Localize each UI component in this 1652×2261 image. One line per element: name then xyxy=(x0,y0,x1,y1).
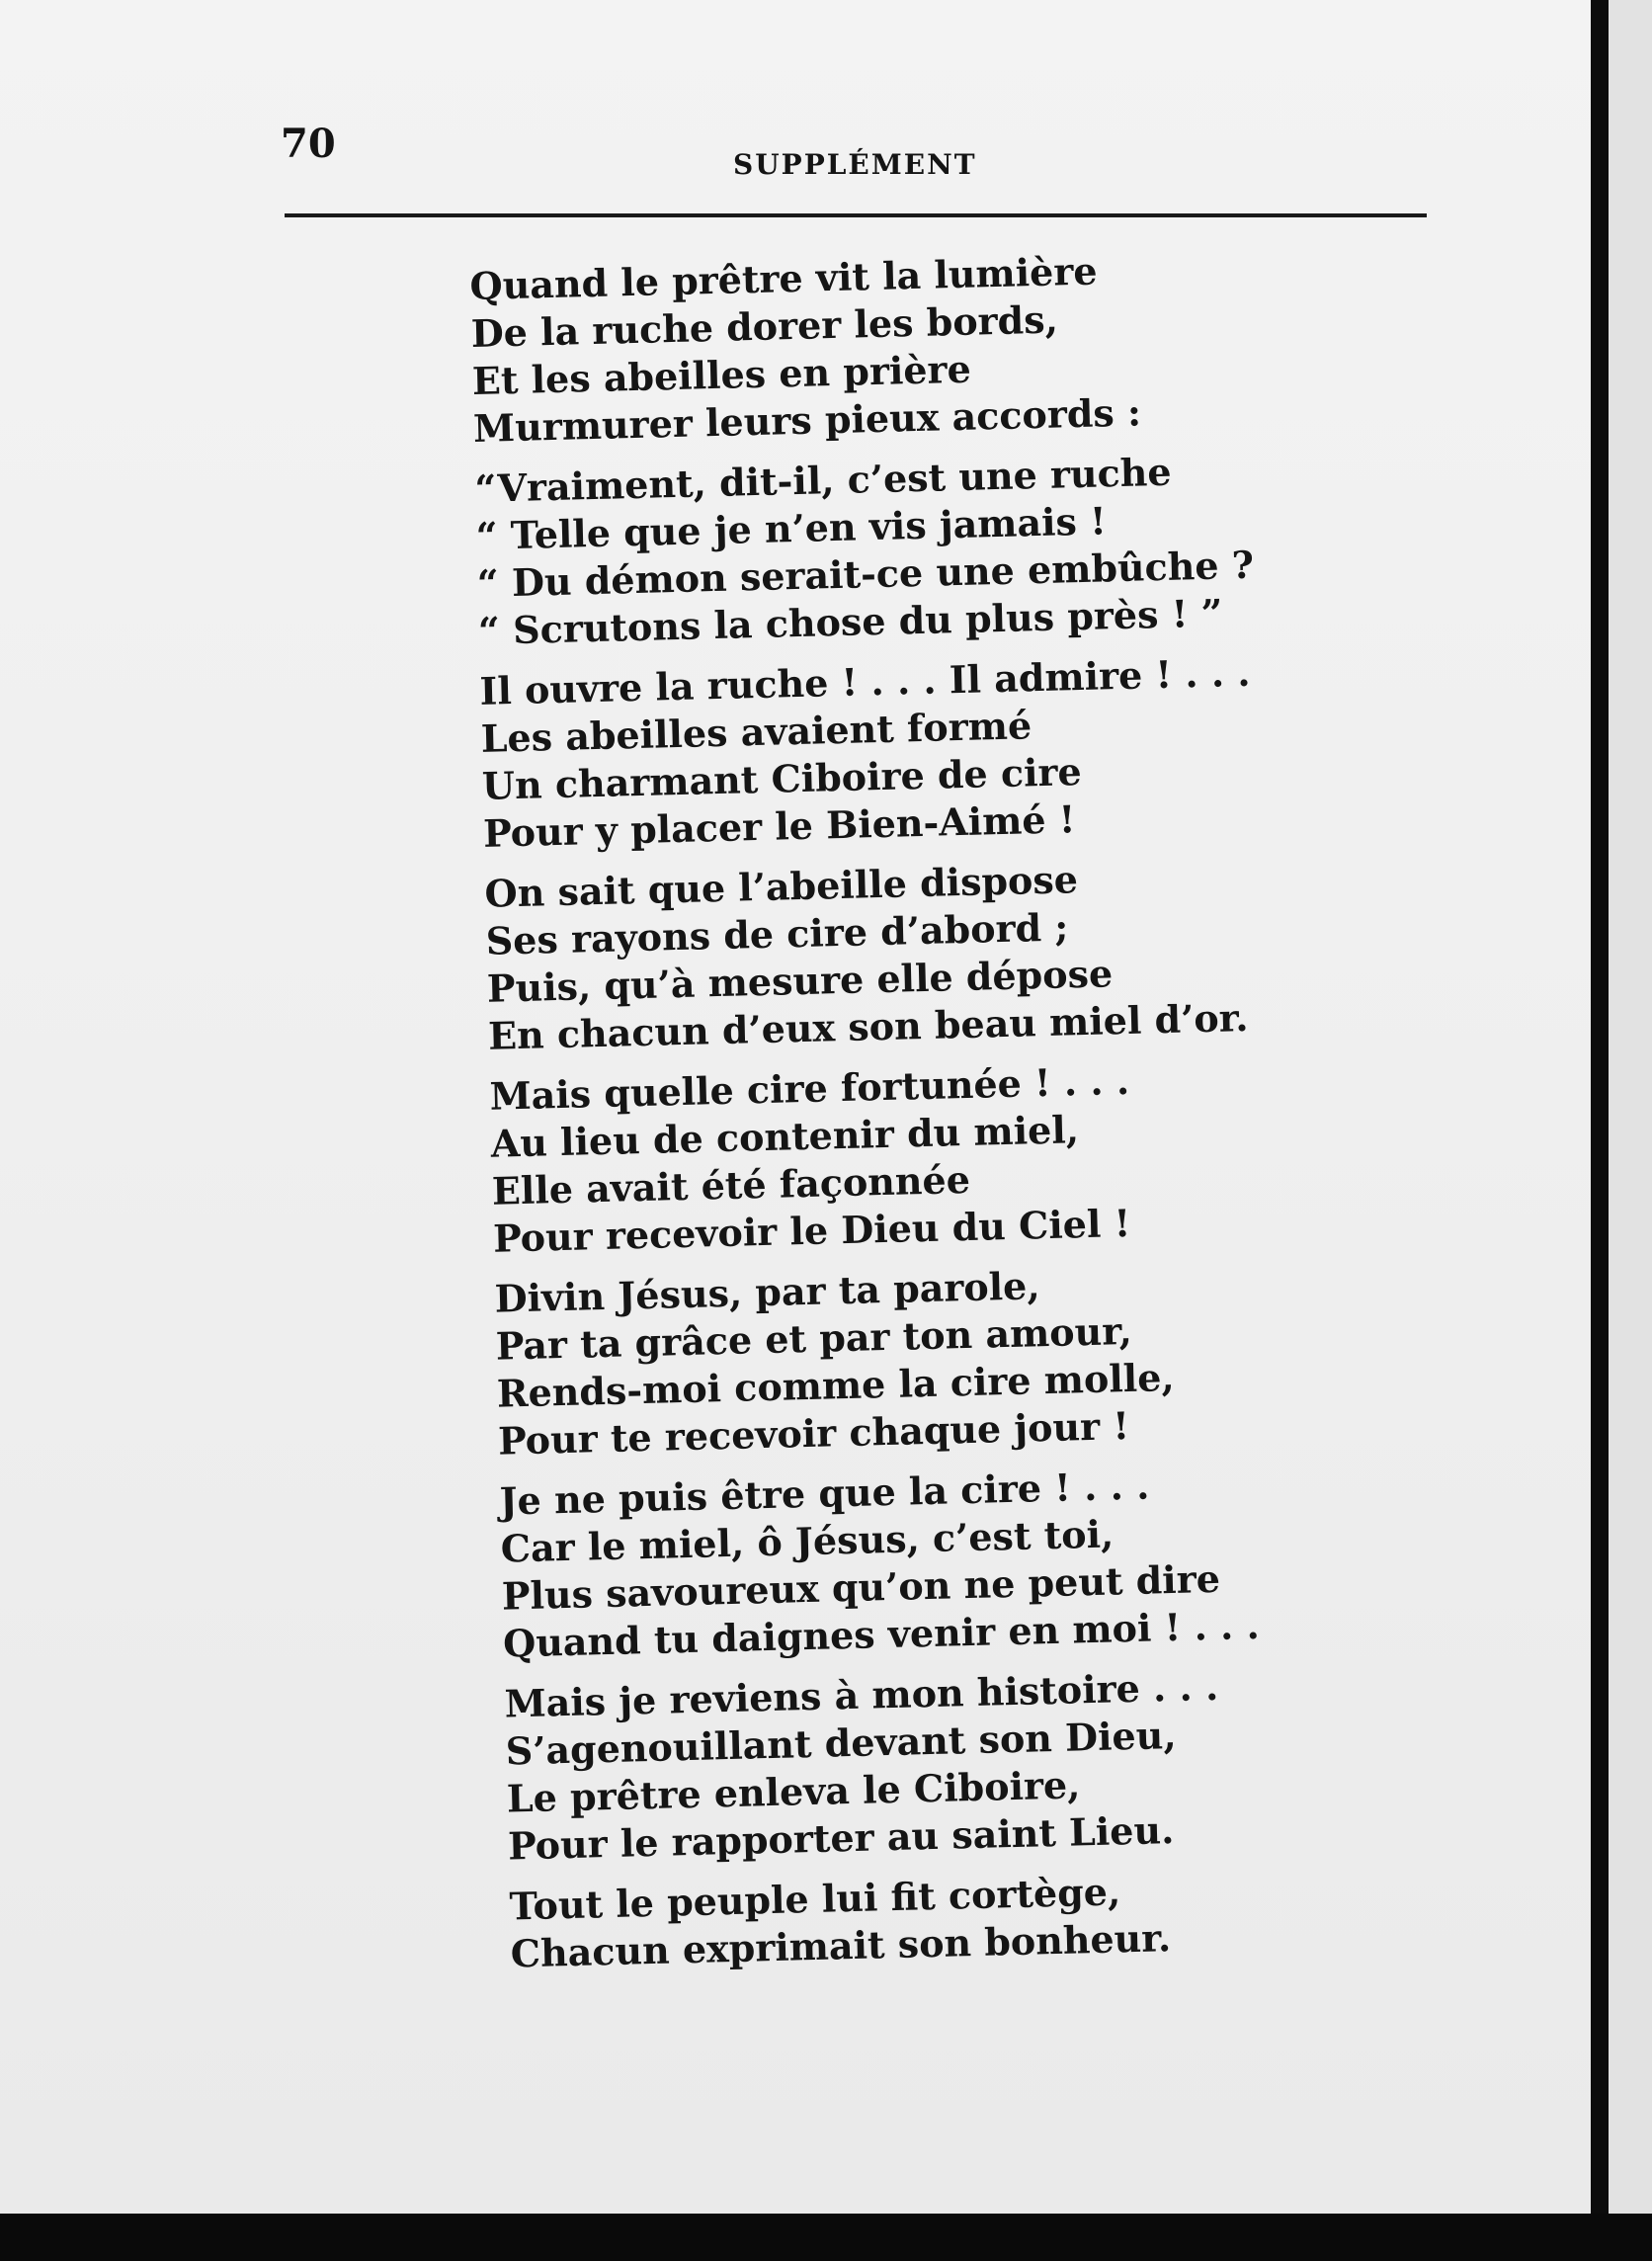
verse-line: Pour y placer le Bien-Aimé ! xyxy=(482,796,1076,856)
verse-line: Les abeilles avaient formé xyxy=(480,703,1032,761)
stanza xyxy=(509,1857,1598,1978)
verse-line: On sait que l’abeille dispose xyxy=(484,857,1079,916)
stanza xyxy=(474,439,1565,655)
running-title: SUPPLÉMENT xyxy=(733,148,977,181)
verse-line: Et les abeilles en prière xyxy=(471,346,972,403)
verse-line: Pour te recevoir chaque jour ! xyxy=(497,1403,1130,1464)
stanza xyxy=(499,1452,1590,1668)
header-rule xyxy=(285,213,1427,217)
verse-line: Il ouvre la ruche ! . . . Il admire ! . . . xyxy=(479,649,1251,713)
verse-line: Plus savoureux qu’on ne peut dire xyxy=(501,1555,1221,1619)
verse-line: Divin Jésus, par ta parole, xyxy=(494,1263,1041,1321)
verse-line: Puis, qu’à mesure elle dépose xyxy=(486,951,1114,1011)
stanza xyxy=(504,1654,1595,1871)
stanza xyxy=(484,844,1575,1060)
verse-line: Je ne puis être que la cire ! . . . xyxy=(499,1463,1150,1524)
verse-line: Ses rayons de cire d’abord ; xyxy=(485,904,1069,963)
verse-line: Par ta grâce et par ton amour, xyxy=(495,1307,1133,1369)
verse-line: Quand le prêtre vit la lumière xyxy=(469,248,1098,308)
verse-line: “ Du démon serait-ce une embûche ? xyxy=(476,542,1255,606)
stanza xyxy=(489,1047,1580,1263)
verse-line: “Vraiment, dit-il, c’est une ruche xyxy=(474,449,1173,511)
verse-line: En chacun d’eux son beau miel d’or. xyxy=(487,994,1249,1058)
verse-line: Car le miel, ô Jésus, c’est toi, xyxy=(500,1511,1115,1571)
verse-line: S’agenouillant devant son Dieu, xyxy=(505,1712,1178,1774)
stanza xyxy=(469,236,1560,453)
verse-line: Au lieu de contenir du miel, xyxy=(490,1107,1080,1166)
verse-line: Le prêtre enleva le Ciboire, xyxy=(506,1762,1081,1821)
page-edge xyxy=(1609,0,1652,2261)
verse-line: Elle avait été façonnée xyxy=(491,1156,971,1214)
verse-line: Rends-moi comme la cire molle, xyxy=(496,1354,1176,1416)
verse-line: Tout le peuple lui fit cortège, xyxy=(509,1869,1121,1929)
poem xyxy=(469,236,1598,1990)
book-spine-shadow xyxy=(1591,0,1609,2261)
verse-line: Mais quelle cire fortunée ! . . . xyxy=(489,1057,1130,1119)
verse-line: Mais je reviens à mon histoire . . . xyxy=(504,1663,1219,1726)
stanza xyxy=(479,641,1570,858)
verse-line: De la ruche dorer les bords, xyxy=(470,296,1059,356)
verse-line: Murmurer leurs pieux accords : xyxy=(472,389,1142,451)
scan-bottom-edge xyxy=(0,2214,1652,2261)
verse-line: Pour recevoir le Dieu du Ciel ! xyxy=(492,1200,1131,1261)
verse-line: “ Telle que je n’en vis jamais ! xyxy=(475,498,1108,558)
page-number: 70 xyxy=(281,121,336,167)
verse-line: Chacun exprimait son bonheur. xyxy=(510,1915,1172,1976)
stanza xyxy=(494,1249,1585,1465)
verse-line: “ Scrutons la chose du plus près ! ” xyxy=(477,590,1223,653)
verse-line: Quand tu daignes venir en moi ! . . . xyxy=(502,1602,1261,1666)
verse-line: Un charmant Ciboire de cire xyxy=(481,749,1083,808)
verse-line: Pour le rapporter au saint Lieu. xyxy=(507,1807,1175,1869)
